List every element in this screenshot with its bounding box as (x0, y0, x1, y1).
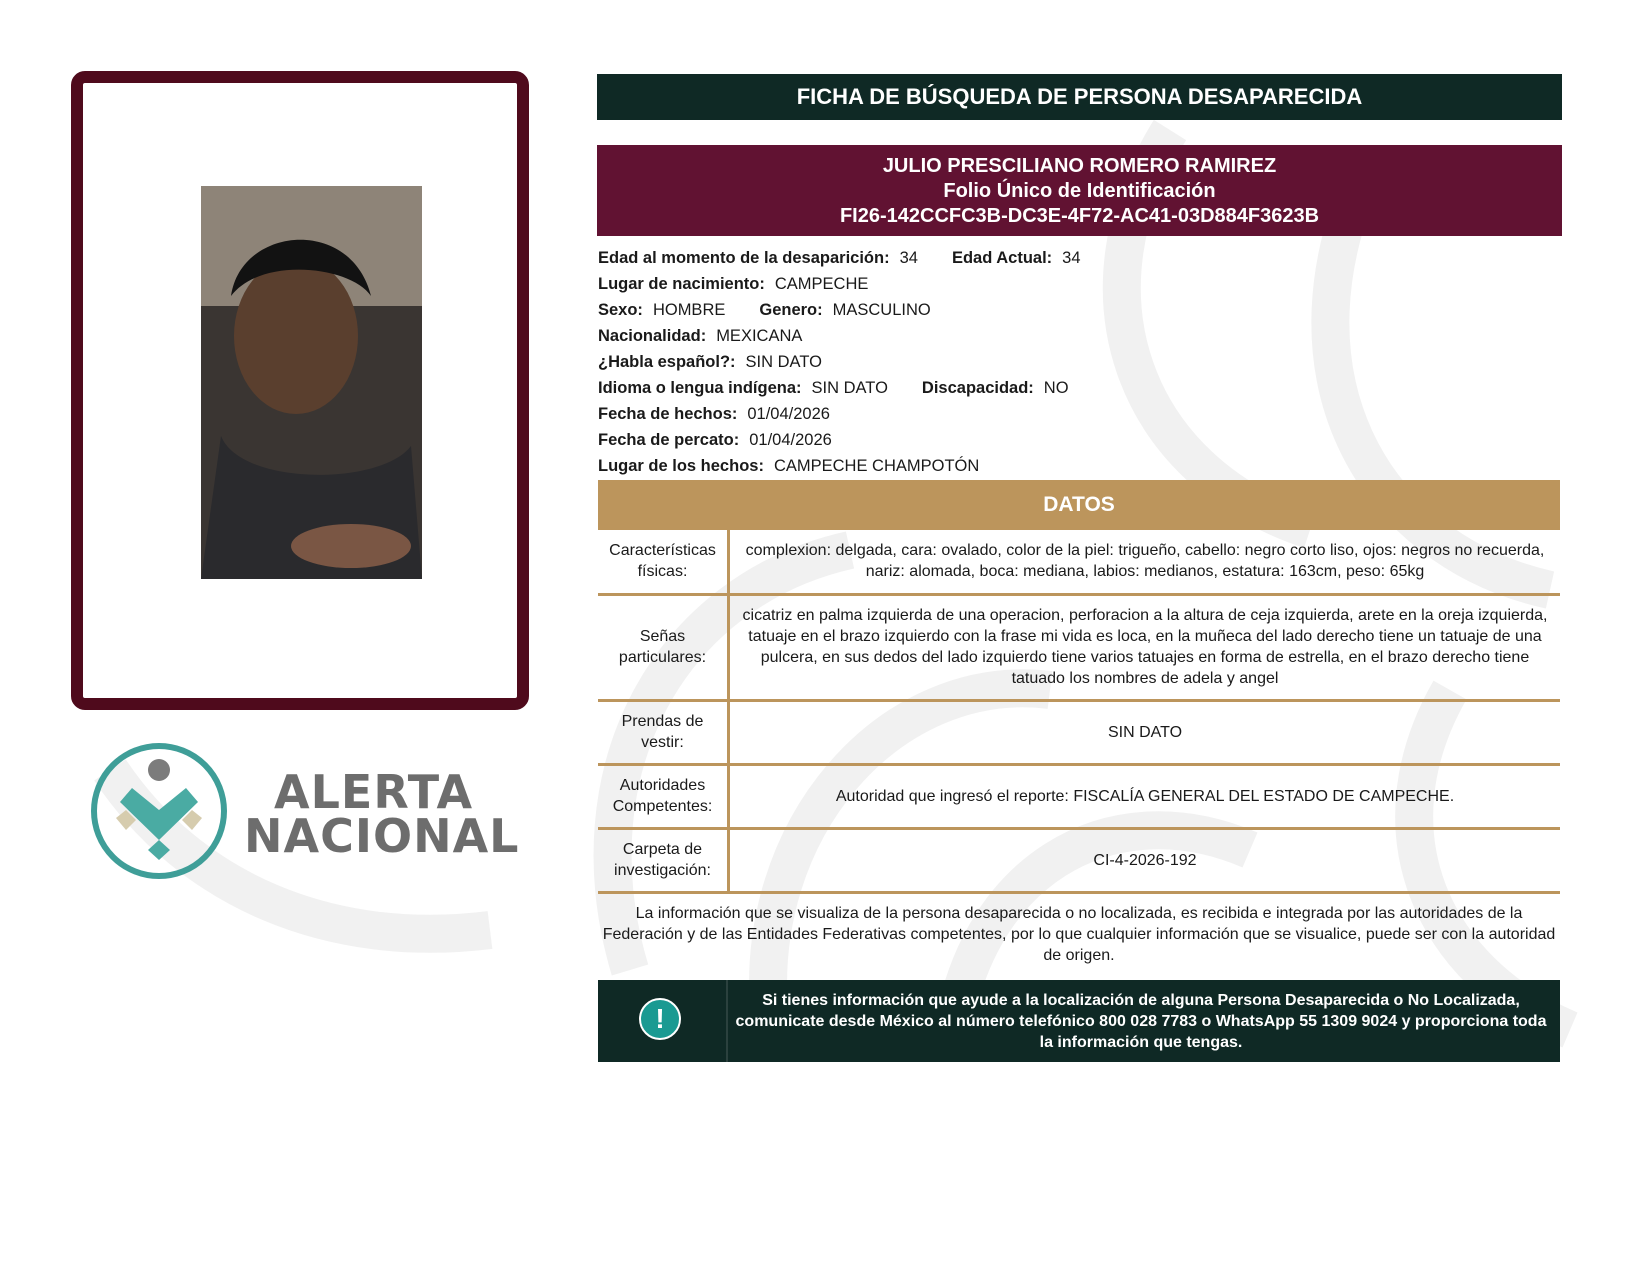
genero-label: Genero: (759, 301, 823, 319)
logo-line1: ALERTA (274, 765, 474, 819)
senas-value: cicatriz en palma izquierda de una operacion, perforacion a la altura de ceja izquierda, arete en la oreja izquierda, tatuaje en el brazo izquierdo con la frase mi vida es loca, en la muñeca del lado derecho tiene un tatuaje de una pulcera, en sus dedos del lado izquierdo tiene varios tatuajes en forma de estrella, en el brazo derecho tiene tatuado los nombres de adela y angel (729, 594, 1561, 700)
alert-icon-cell (598, 980, 728, 1062)
discapacidad-label: Discapacidad: (921, 379, 1034, 397)
carpeta-label: Carpeta de investigación: (598, 828, 729, 892)
nacionalidad-value: MEXICANA (716, 327, 803, 345)
person-info (598, 245, 1558, 479)
exclamation-icon: ! (639, 998, 681, 1040)
edad-desaparicion-label: Edad al momento de la desaparición: (598, 249, 890, 267)
info-row-idioma (598, 375, 1558, 401)
autoridades-value: Autoridad que ingresó el reporte: FISCALÍA GENERAL DEL ESTADO DE CAMPECHE. (729, 764, 1561, 828)
contact-message: Si tienes información que ayude a la localización de alguna Persona Desaparecida o No Localizada, comunicate desde México al número telefónico 800 028 7783 o WhatsApp 55 1309 9024 y proporciona toda la información que tengas. (735, 992, 1547, 1051)
idioma-label: Idioma o lengua indígena: (598, 379, 802, 397)
genero-value: MASCULINO (832, 301, 931, 319)
table-row (598, 828, 1560, 892)
table-row (598, 764, 1560, 828)
alerta-nacional-emblem-icon (88, 740, 230, 882)
lugar-hechos-value: CAMPECHE CHAMPOTÓN (773, 457, 980, 475)
info-row-sexo (598, 297, 1558, 323)
habla-value: SIN DATO (745, 353, 822, 371)
prendas-value: SIN DATO (729, 700, 1561, 764)
sexo-label: Sexo: (598, 301, 643, 319)
photo-frame (71, 71, 529, 710)
info-row-nacimiento (598, 271, 1558, 297)
senas-label: Señas particulares: (598, 594, 729, 700)
caracteristicas-value: complexion: delgada, cara: ovalado, color de la piel: trigueño, cabello: negro corto liso, ojos: negros no recuerda, nariz: alomada, boca: mediana, labios: medianos, estatura: 163cm, peso: 65kg (729, 530, 1561, 594)
lugar-nacimiento-label: Lugar de nacimiento: (598, 275, 765, 293)
logo-wordmark (244, 765, 520, 863)
idioma-value: SIN DATO (811, 379, 888, 397)
habla-label: ¿Habla español?: (598, 353, 736, 371)
table-row (598, 594, 1560, 700)
info-row-habla (598, 349, 1558, 375)
person-name: JULIO PRESCILIANO ROMERO RAMIREZ (882, 155, 1277, 177)
lugar-nacimiento-value: CAMPECHE (774, 275, 869, 293)
datos-table (598, 530, 1560, 894)
contact-alert-bar (598, 980, 1560, 1062)
sexo-value: HOMBRE (652, 301, 726, 319)
carpeta-value: CI-4-2026-192 (729, 828, 1561, 892)
logo-line2: NACIONAL (244, 809, 520, 863)
autoridades-label: Autoridades Competentes: (598, 764, 729, 828)
info-row-fecha-percato (598, 427, 1558, 453)
caracteristicas-label: Características físicas: (598, 530, 729, 594)
edad-desaparicion-value: 34 (899, 249, 918, 267)
table-row (598, 700, 1560, 764)
nacionalidad-label: Nacionalidad: (598, 327, 707, 345)
datos-header: DATOS (598, 480, 1560, 530)
fecha-percato-value: 01/04/2026 (749, 431, 832, 449)
page-title: FICHA DE BÚSQUEDA DE PERSONA DESAPARECIDA (597, 74, 1562, 120)
info-row-edad (598, 245, 1558, 271)
disclaimer-text: La información que se visualiza de la persona desaparecida o no localizada, es recibida e integrada por las autoridades de la Federación y de las Entidades Federativas competentes, por lo que cualquier información que se visualice, puede ser con la autoridad de origen. (602, 905, 1556, 964)
edad-actual-value: 34 (1062, 249, 1081, 267)
person-identity-box (597, 145, 1562, 236)
folio-label: Folio Único de Identificación (943, 180, 1216, 202)
info-row-nacionalidad (598, 323, 1558, 349)
table-row (598, 530, 1560, 594)
lugar-hechos-label: Lugar de los hechos: (598, 457, 764, 475)
fecha-hechos-label: Fecha de hechos: (598, 405, 738, 423)
fecha-percato-label: Fecha de percato: (598, 431, 740, 449)
person-photo (201, 186, 422, 579)
folio-value: FI26-142CCFC3B-DC3E-4F72-AC41-03D884F3623B (839, 205, 1320, 227)
info-row-fecha-hechos (598, 401, 1558, 427)
prendas-label: Prendas de vestir: (598, 700, 729, 764)
discapacidad-value: NO (1043, 379, 1069, 397)
info-row-lugar-hechos (598, 453, 1558, 479)
alerta-nacional-logo (88, 740, 520, 882)
edad-actual-label: Edad Actual: (951, 249, 1053, 267)
fecha-hechos-value: 01/04/2026 (747, 405, 830, 423)
